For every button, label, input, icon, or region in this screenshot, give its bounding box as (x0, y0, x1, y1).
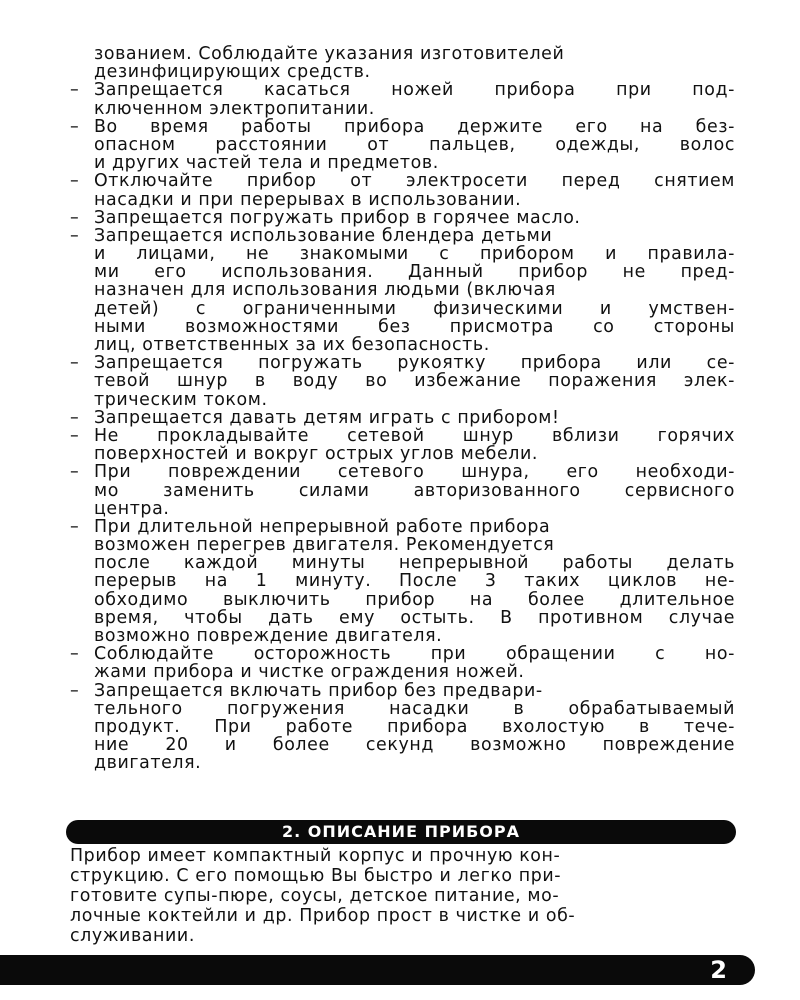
list-item-text: возможен перегрев двигателя. Рекомендуется (94, 535, 555, 556)
list-item-text: дезинфицирующих средств. (94, 62, 371, 83)
list-item-continuation-line (70, 336, 735, 354)
list-item-continuation-line (70, 300, 735, 318)
list-item-start-line (70, 172, 735, 190)
list-item-text: Запрещается погружать рукоятку прибора или се- (94, 353, 735, 374)
list-item-continuation-line (70, 554, 735, 572)
list-item-text: центра. (94, 498, 170, 519)
list-item-text: насадки и при перерывах в использовании. (94, 189, 522, 210)
description-line: служивании. (70, 926, 195, 946)
list-item-text: возможно повреждение двигателя. (94, 626, 443, 646)
description-line: струкцию. С его помощью Вы быстро и легко при- (70, 866, 562, 886)
list-item-continuation-line (70, 154, 735, 172)
list-item-text: Соблюдайте осторожность при обращении с но- (94, 644, 735, 665)
list-item-continuation-line (70, 318, 735, 336)
description-line: Прибор имеет компактный корпус и прочную кон- (70, 846, 561, 866)
list-item-text: Во время работы прибора держите его на без- (94, 116, 735, 137)
list-item-text: и других частей тела и предметов. (94, 153, 439, 174)
list-item-text: лиц, ответственных за их безопасность. (94, 335, 490, 355)
list-item-continuation-line (70, 663, 735, 681)
list-item-continuation-line (70, 627, 735, 645)
list-item-start-line (70, 118, 735, 136)
list-item-text: Запрещается включать прибор без предвари- (94, 680, 543, 701)
dash-marker: – (70, 116, 80, 137)
list-item-continuation-line (70, 263, 735, 281)
list-item-text: продукт. При работе прибора вхолостую в тече- (94, 716, 735, 737)
dash-marker: – (70, 425, 80, 446)
list-item-start-line (70, 518, 735, 536)
list-item-continuation-line (70, 45, 735, 63)
list-item-text: При повреждении сетевого шнура, его необходи- (94, 462, 735, 483)
safety-instructions-list (70, 45, 735, 773)
list-item-start-line (70, 409, 735, 427)
list-item-continuation-line (70, 591, 735, 609)
dash-marker: – (70, 462, 80, 483)
dash-marker: – (70, 171, 80, 192)
list-item-start-line (70, 645, 735, 663)
list-item-text: назначен для использования людьми (включая (94, 280, 556, 301)
list-item-start-line (70, 682, 735, 700)
device-description (70, 846, 735, 946)
list-item-text: ние 20 и более секунд возможно повреждение (94, 735, 735, 756)
list-item-continuation-line (70, 500, 735, 518)
list-item-text: время, чтобы дать ему остыть. В противном случае (94, 607, 735, 628)
dash-marker: – (70, 680, 80, 701)
list-item-text: Запрещается погружать прибор в горячее масло. (94, 207, 581, 228)
list-item-text: жами прибора и чистке ограждения ножей. (94, 662, 525, 683)
list-item-continuation-line (70, 281, 735, 299)
page-number: 2 (710, 956, 727, 984)
list-item-text: тельного погружения насадки в обрабатываемый (94, 698, 735, 719)
dash-marker: – (70, 407, 80, 428)
dash-marker: – (70, 207, 80, 228)
section-heading-bar (66, 820, 736, 844)
dash-marker: – (70, 80, 80, 101)
list-item-text: Запрещается касаться ножей прибора при под- (94, 80, 735, 101)
list-item-text: обходимо выключить прибор на более длительное (94, 589, 735, 610)
list-item-continuation-line (70, 572, 735, 590)
list-item-text: ными возможностями без присмотра со стороны (94, 316, 735, 337)
list-item-continuation-line (70, 245, 735, 263)
list-item-start-line (70, 354, 735, 372)
list-item-continuation-line (70, 718, 735, 736)
list-item-text: двигателя. (94, 753, 202, 774)
list-item-text: При длительной непрерывной работе прибора (94, 516, 551, 537)
list-item-continuation-line (70, 736, 735, 754)
dash-marker: – (70, 353, 80, 374)
dash-marker: – (70, 225, 80, 246)
list-item-start-line (70, 209, 735, 227)
list-item-text: после каждой минуты непрерывной работы делать (94, 553, 735, 574)
list-item-text: Отключайте прибор от электросети перед снятием (94, 171, 735, 192)
list-item-text: зованием. Соблюдайте указания изготовителей (94, 44, 565, 64)
list-item-continuation-line (70, 391, 735, 409)
list-item-text: Не прокладывайте сетевой шнур вблизи горячих (94, 425, 735, 446)
list-item-text: ми его использования. Данный прибор не пред- (94, 262, 735, 283)
description-line: готовите супы-пюре, соусы, детское питание, мо- (70, 886, 560, 906)
list-item-text: детей) с ограниченными физическими и умствен- (94, 298, 735, 319)
list-item-continuation-line (70, 609, 735, 627)
dash-marker: – (70, 516, 80, 537)
list-item-text: трическим током. (94, 389, 268, 410)
list-item-continuation-line (70, 700, 735, 718)
list-item-text: тевой шнур в воду во избежание поражения элек- (94, 371, 735, 392)
list-item-start-line (70, 427, 735, 445)
list-item-continuation-line (70, 372, 735, 390)
list-item-text: перерыв на 1 минуту. После 3 таких циклов не- (94, 571, 735, 592)
list-item-start-line (70, 463, 735, 481)
list-item-text: Запрещается давать детям играть с прибором! (94, 407, 560, 428)
list-item-text: опасном расстоянии от пальцев, одежды, волос (94, 134, 735, 155)
list-item-text: и лицами, не знакомыми с прибором и правила- (94, 244, 735, 265)
list-item-continuation-line (70, 100, 735, 118)
list-item-continuation-line (70, 63, 735, 81)
list-item-continuation-line (70, 191, 735, 209)
list-item-continuation-line (70, 482, 735, 500)
list-item-text: мо заменить силами авторизованного сервисного (94, 480, 735, 501)
footer-bar (0, 955, 755, 985)
list-item-continuation-line (70, 445, 735, 463)
section-title: 2. ОПИСАНИЕ ПРИБОРА (282, 822, 520, 841)
list-item-continuation-line (70, 754, 735, 772)
list-item-start-line (70, 227, 735, 245)
list-item-continuation-line (70, 536, 735, 554)
list-item-start-line (70, 81, 735, 99)
list-item-text: поверхностей и вокруг острых углов мебели. (94, 444, 539, 465)
list-item-continuation-line (70, 136, 735, 154)
description-line: лочные коктейли и др. Прибор прост в чистке и об- (70, 906, 576, 926)
list-item-text: ключенном электропитании. (94, 98, 375, 119)
list-item-text: Запрещается использование блендера детьми (94, 225, 553, 246)
dash-marker: – (70, 644, 80, 665)
